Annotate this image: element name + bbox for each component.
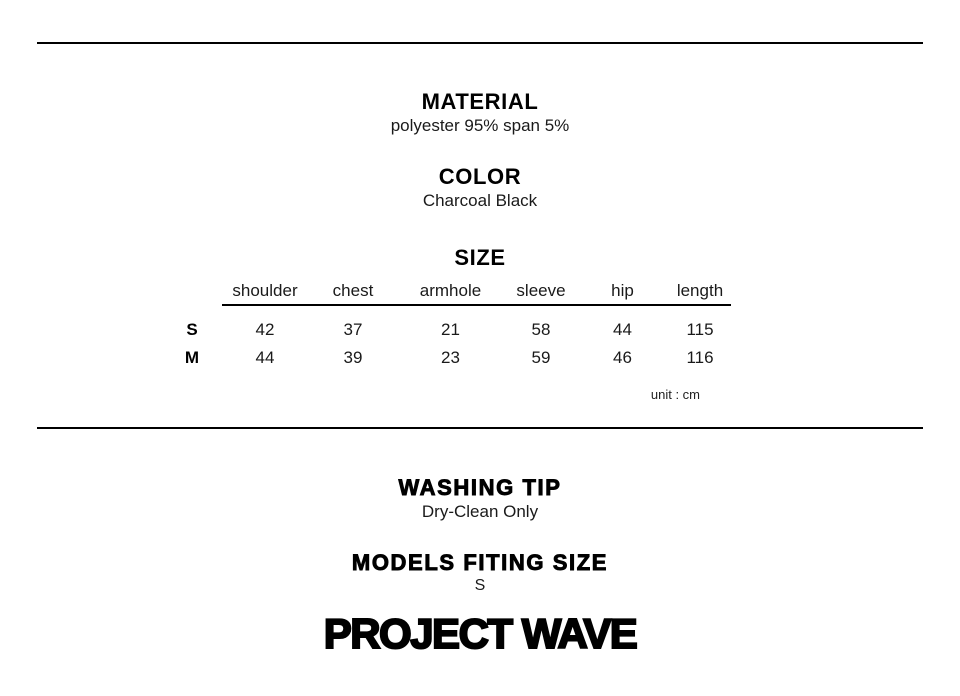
- divider-middle: [37, 427, 923, 429]
- size-col-header: shoulder: [232, 281, 298, 300]
- size-cell: 42: [255, 320, 275, 339]
- size-cell: 46: [613, 348, 632, 367]
- size-cell: 44: [613, 320, 632, 339]
- size-table-row-m: [157, 349, 739, 367]
- size-cell: 59: [531, 348, 551, 367]
- washing-tip-value: Dry-Clean Only: [421, 502, 539, 521]
- size-cell: 23: [441, 348, 460, 367]
- material-heading: MATERIAL: [421, 89, 539, 114]
- divider-top: [37, 42, 923, 44]
- color-heading: COLOR: [438, 164, 522, 189]
- size-table-header-row: [157, 282, 739, 300]
- size-cell: 58: [531, 320, 551, 339]
- size-col-header: chest: [332, 281, 374, 300]
- size-cell: 37: [343, 320, 363, 339]
- models-fitting-size-value: S: [474, 577, 486, 594]
- size-row-label: M: [184, 348, 200, 367]
- size-col-header: armhole: [419, 281, 482, 300]
- size-col-header: sleeve: [516, 281, 566, 300]
- size-corner-cell: [157, 282, 227, 300]
- washing-tip-heading: WASHING TIP: [398, 475, 562, 500]
- size-cell: 44: [255, 348, 275, 367]
- models-fitting-size-heading: MODELS FITING SIZE: [351, 550, 609, 575]
- size-cell: 116: [686, 348, 714, 367]
- size-table-row-s: [157, 321, 739, 339]
- size-table-header-rule: [222, 304, 731, 306]
- material-value: polyester 95% span 5%: [390, 116, 570, 135]
- size-cell: 39: [343, 348, 363, 367]
- size-row-label: S: [186, 320, 198, 339]
- size-heading: SIZE: [454, 245, 506, 270]
- size-col-header: hip: [611, 281, 634, 300]
- size-cell: 115: [686, 320, 714, 339]
- size-unit-note: unit : cm: [650, 387, 700, 402]
- brand-logo: PROJECT WAVE: [323, 610, 637, 657]
- size-col-header: length: [676, 281, 724, 300]
- size-cell: 21: [441, 320, 460, 339]
- color-value: Charcoal Black: [422, 191, 538, 210]
